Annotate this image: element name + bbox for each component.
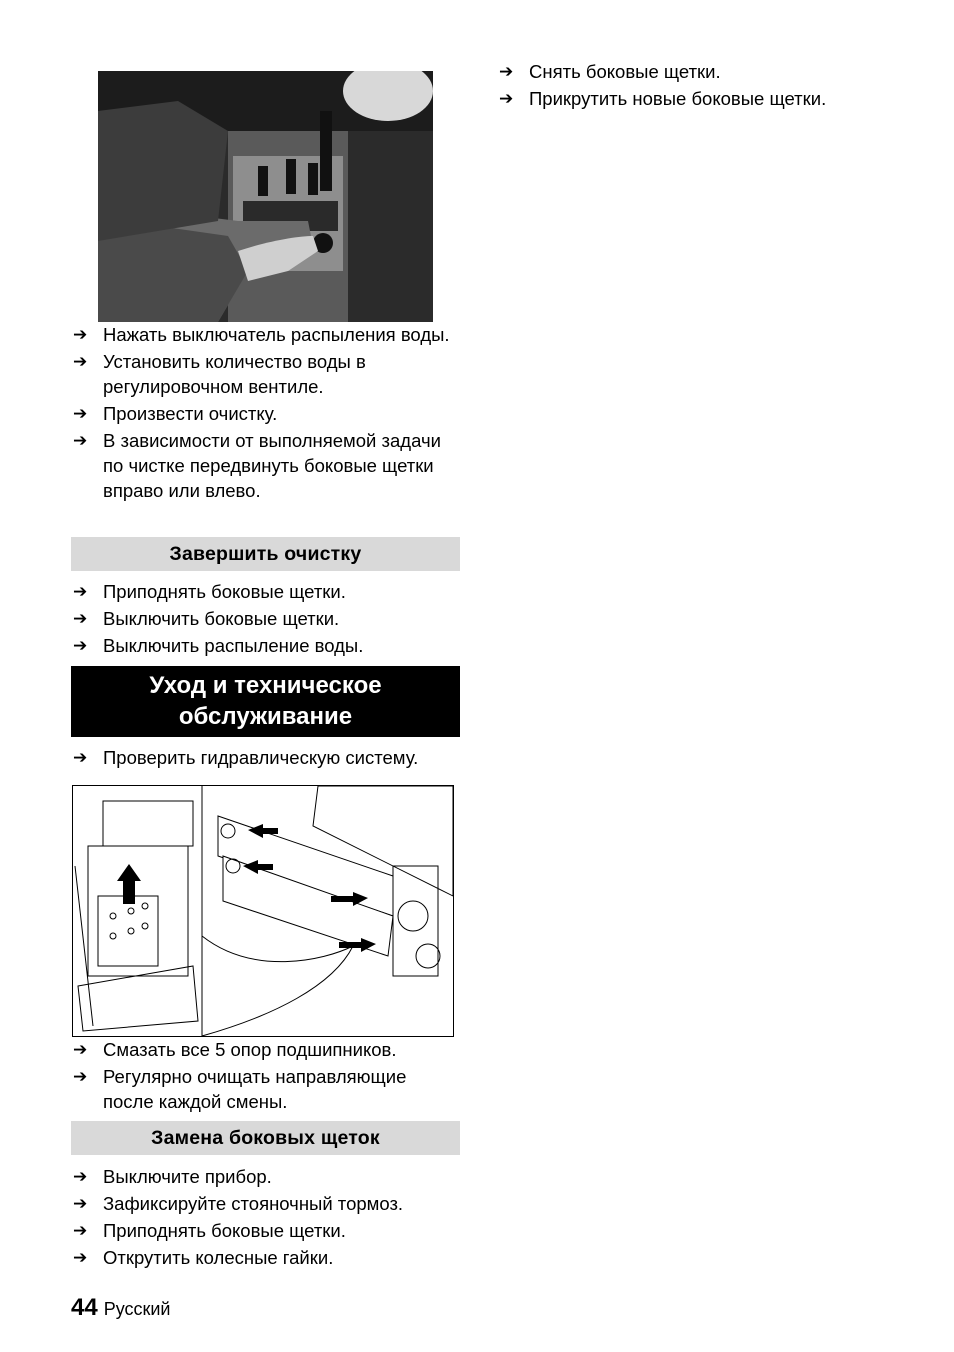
list-item: ➔ Нажать выключатель распыления воды. xyxy=(73,324,450,345)
list-item: ➔ Выключить боковые щетки. xyxy=(73,608,340,629)
arrow-icon: ➔ xyxy=(73,1067,88,1086)
list-item: ➔ Выключите прибор. xyxy=(73,1166,272,1187)
arrow-icon: ➔ xyxy=(73,1040,88,1059)
step-list-spraying xyxy=(71,322,460,505)
list-item: ➔ Прикрутить новые боковые щетки. xyxy=(499,88,827,109)
arrow-icon: ➔ xyxy=(73,582,88,601)
arrow-icon: ➔ xyxy=(73,1194,88,1213)
list-item: ➔ Проверить гидравлическую систему. xyxy=(73,747,419,768)
step-list-bearings xyxy=(71,1037,460,1116)
list-item: ➔ Регулярно очищать направляющие после каждой смены. xyxy=(73,1066,407,1112)
arrow-icon: ➔ xyxy=(73,431,88,450)
right-step-list xyxy=(497,59,917,113)
page-footer xyxy=(71,1294,171,1322)
arrow-icon: ➔ xyxy=(73,636,88,655)
step-list-replace xyxy=(71,1164,460,1272)
list-item: ➔ Приподнять боковые щетки. xyxy=(73,581,346,602)
chapter-heading-maintenance: Уход и техническое обслуживание xyxy=(71,666,460,737)
list-item: ➔ В зависимости от выполняемой задачи по чистке передвинуть боковые щетки вправо или влево. xyxy=(73,430,441,501)
step-list-hydraulic xyxy=(71,745,460,772)
list-item: ➔ Снять боковые щетки. xyxy=(499,61,721,82)
arrow-icon: ➔ xyxy=(73,352,88,371)
bearing-diagram xyxy=(72,785,454,1037)
arrow-icon: ➔ xyxy=(73,609,88,628)
list-item: ➔ Открутить колесные гайки. xyxy=(73,1247,334,1268)
list-item: ➔ Установить количество воды в регулировочном вентиле. xyxy=(73,351,366,397)
footer-language: Русский xyxy=(103,1299,171,1319)
arrow-icon: ➔ xyxy=(73,1167,88,1186)
arrow-icon: ➔ xyxy=(73,325,88,344)
arrow-icon: ➔ xyxy=(73,1221,88,1240)
arrow-icon: ➔ xyxy=(499,89,514,108)
section-heading-finish: Завершить очистку xyxy=(71,537,460,571)
arrow-icon: ➔ xyxy=(73,748,88,767)
arrow-icon: ➔ xyxy=(73,1248,88,1267)
list-item: ➔ Смазать все 5 опор подшипников. xyxy=(73,1039,397,1060)
control-panel-photo xyxy=(98,71,433,322)
page-number: 44 xyxy=(71,1294,98,1321)
arrow-icon: ➔ xyxy=(499,62,514,81)
list-item: ➔ Зафиксируйте стояночный тормоз. xyxy=(73,1193,404,1214)
list-item: ➔ Выключить распыление воды. xyxy=(73,635,364,656)
arrow-icon: ➔ xyxy=(73,404,88,423)
section-heading-replace: Замена боковых щеток xyxy=(71,1121,460,1155)
step-list-finish xyxy=(71,579,460,660)
list-item: ➔ Приподнять боковые щетки. xyxy=(73,1220,346,1241)
list-item: ➔ Произвести очистку. xyxy=(73,403,278,424)
